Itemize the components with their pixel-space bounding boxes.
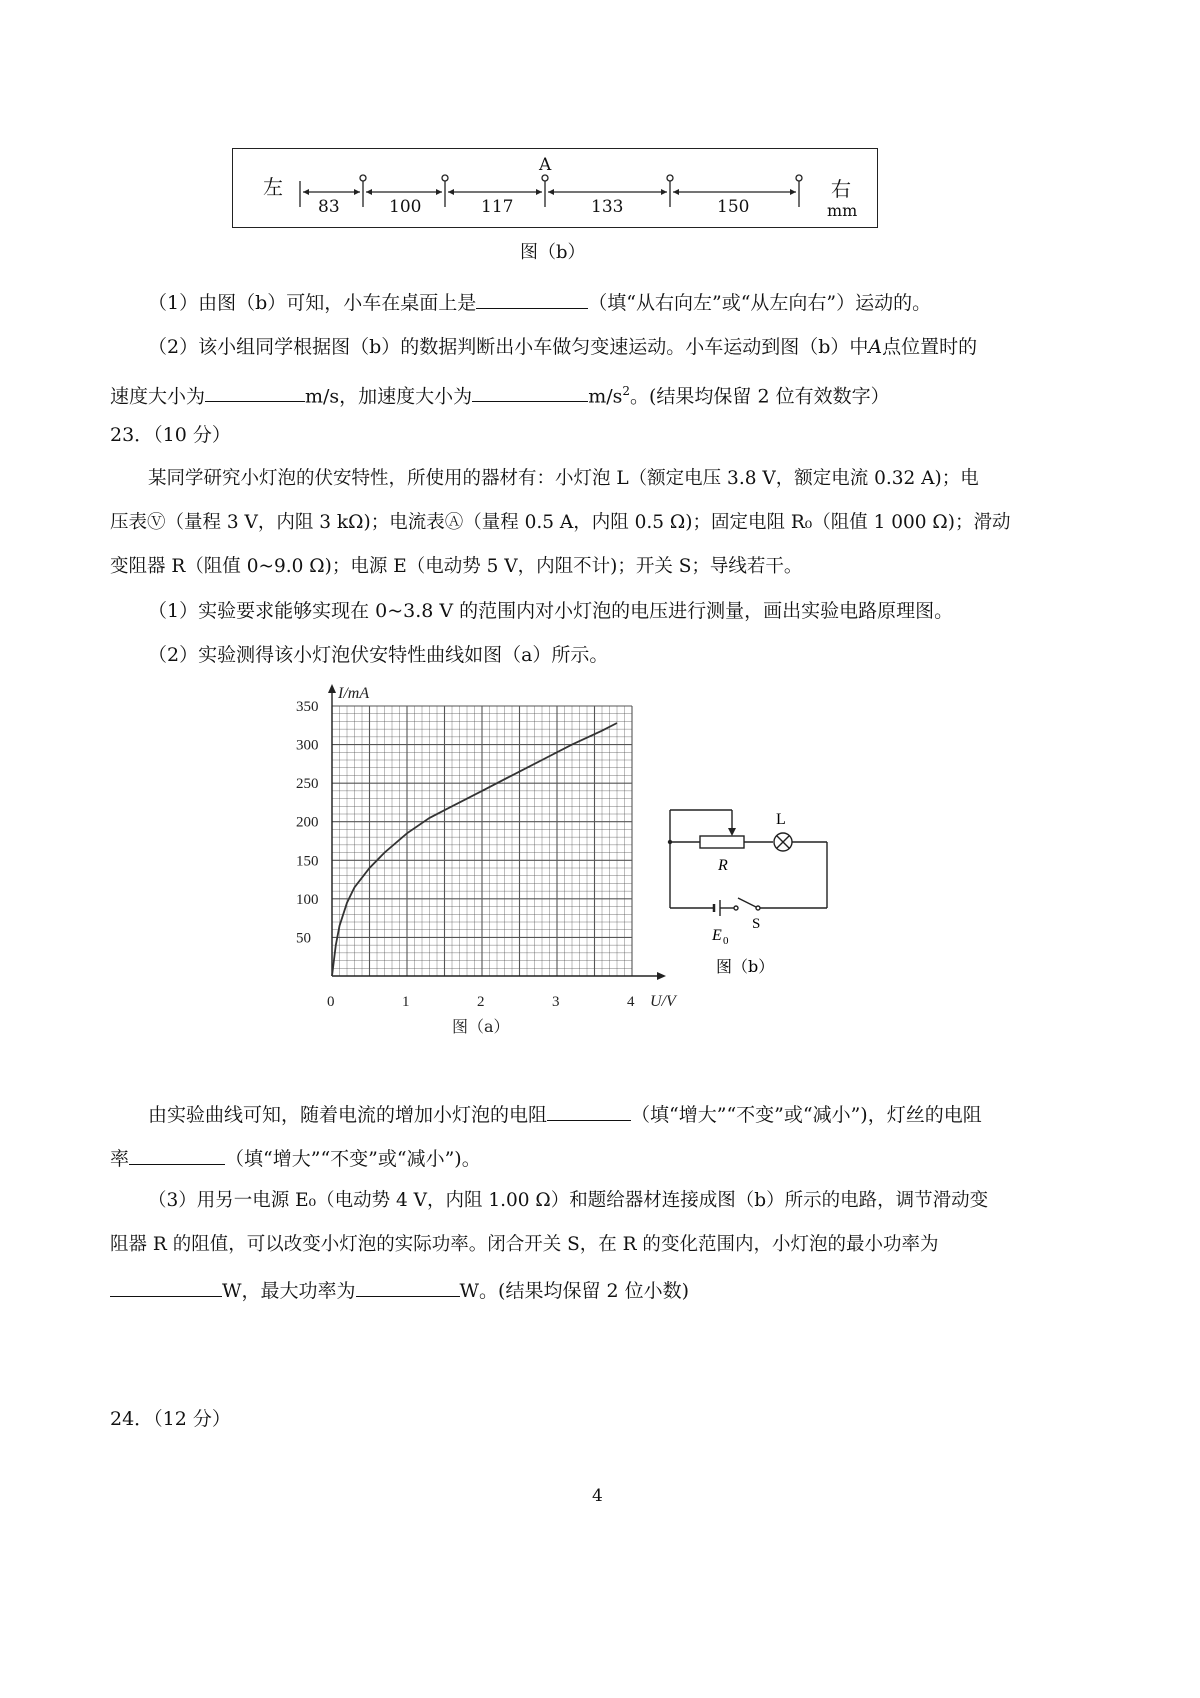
q23-part2: （2）实验测得该小灯泡伏安特性曲线如图（a）所示。 (148, 644, 609, 666)
q23-part3-note: W。(结果均保留 2 位小数) (459, 1280, 690, 1302)
q22-part2-line2 (110, 378, 890, 409)
tape-figure (232, 148, 878, 228)
y-tick-label: 350 (296, 699, 319, 715)
tape-segment-2: 100 (389, 197, 422, 217)
q23-blank-resistance[interactable] (547, 1100, 631, 1121)
q23-resistance-hint: （填“增大”“不变”或“减小”)，灯丝的电阻 (631, 1104, 982, 1126)
q24-heading: 24．（12 分） (110, 1408, 231, 1430)
q23-blank-max-power[interactable] (356, 1276, 460, 1297)
x-tick-label: 2 (477, 994, 485, 1010)
x-tick-label: 4 (627, 994, 635, 1010)
tape-figure-caption: 图（b） (520, 242, 586, 263)
q22-part2-text-end: 点位置时的 (882, 336, 978, 358)
q23-part3-line2: 阻器 R 的阻值，可以改变小灯泡的实际功率。闭合开关 S，在 R 的变化范围内，小灯泡的最小功率为 (110, 1234, 939, 1255)
q23-resistance-text: 由实验曲线可知，随着电流的增加小灯泡的电阻 (148, 1104, 548, 1126)
y-tick-label: 250 (296, 776, 319, 793)
q23-blank-resistivity[interactable] (129, 1144, 225, 1165)
switch-label: S (752, 916, 761, 932)
q23-heading: 23．（10 分） (110, 424, 231, 446)
tape-segment-1: 83 (318, 197, 340, 217)
q23-part3-line3 (110, 1276, 689, 1304)
q22-accel-unit: m/s (588, 385, 623, 408)
q23-resistivity-text: 率 (110, 1148, 130, 1170)
source-label: E (712, 927, 722, 944)
circuit-caption: 图（b） (716, 957, 775, 976)
q22-blank-direction[interactable] (476, 288, 588, 309)
q22-accel-unit-sup: 2 (622, 384, 630, 398)
x-tick-label: 1 (402, 994, 410, 1010)
x-tick-label: 0 (327, 994, 335, 1010)
tape-right-label: 右 (831, 177, 851, 201)
q23-part1: （1）实验要求能够实现在 0~3.8 V 的范围内对小灯泡的电压进行测量，画出实验电路原理图。 (148, 600, 954, 622)
tape-unit-label: mm (827, 201, 858, 220)
q22-point-a: A (868, 336, 883, 358)
q22-part2-line1 (148, 334, 977, 360)
q23-part3-line1: （3）用另一电源 E₀（电动势 4 V，内阻 1.00 Ω）和题给器材连接成图（b）所示的电路，调节滑动变 (148, 1190, 989, 1211)
q22-blank-speed[interactable] (205, 381, 305, 402)
source-subscript: 0 (723, 935, 729, 947)
tape-segment-3: 117 (481, 197, 514, 217)
q22-accel-label: m/s，加速度大小为 (305, 385, 473, 408)
y-tick-label: 200 (296, 814, 319, 831)
q23-intro-line3: 变阻器 R（阻值 0~9.0 Ω)；电源 E（电动势 5 V，内阻不计)；开关 S；导线若干。 (110, 556, 803, 577)
q22-part1-tail: （填“从右向左”或“从左向右”）运动的。 (588, 292, 932, 314)
q22-speed-label: 速度大小为 (110, 385, 206, 408)
tape-segment-4: 133 (591, 197, 624, 217)
q22-part1-text: （1）由图（b）可知，小车在桌面上是 (148, 292, 477, 314)
switch-s (756, 906, 760, 910)
tape-segment-5: 150 (717, 197, 750, 217)
lamp-label: L (776, 811, 786, 828)
iv-chart (290, 680, 676, 1036)
y-tick-label: 300 (296, 737, 319, 754)
page-number: 4 (592, 1486, 603, 1506)
rheostat-r (700, 836, 744, 848)
q23-intro-line1: 某同学研究小灯泡的伏安特性，所使用的器材有：小灯泡 L（额定电压 3.8 V，额定电流 0.32 A)；电 (148, 468, 979, 489)
y-tick-label: 150 (296, 853, 319, 870)
y-axis-arrow (328, 684, 336, 693)
x-axis-label: U/V (650, 993, 676, 1010)
tape-left-label: 左 (263, 175, 283, 199)
q23-resistivity-line (110, 1144, 481, 1172)
rheostat-label: R (718, 857, 728, 874)
chart-caption: 图（a） (452, 1017, 510, 1036)
y-axis-label: I/mA (338, 685, 370, 702)
q23-resistance-line (148, 1100, 982, 1128)
y-tick-label: 50 (296, 930, 311, 947)
q22-part2-text: （2）该小组同学根据图（b）的数据判断出小车做匀变速运动。小车运动到图（b）中 (148, 336, 869, 358)
q23-max-power-label: W，最大功率为 (222, 1280, 356, 1302)
q23-resistivity-hint: （填“增大”“不变”或“减小”)。 (225, 1148, 481, 1170)
q22-note: 。(结果均保留 2 位有效数字） (630, 385, 890, 408)
q23-blank-min-power[interactable] (110, 1276, 222, 1297)
y-tick-label: 100 (296, 891, 319, 908)
x-tick-label: 3 (552, 994, 560, 1010)
q22-part1 (148, 288, 931, 316)
circuit-diagram (660, 800, 850, 1000)
q23-intro-line2: 压表Ⓥ（量程 3 V，内阻 3 kΩ)；电流表Ⓐ（量程 0.5 A，内阻 0.5 Ω)；固定电阻 R₀（阻值 1 000 Ω)；滑动 (110, 512, 1011, 533)
q22-blank-accel[interactable] (472, 381, 588, 402)
tape-point-a-label: A (539, 155, 552, 175)
